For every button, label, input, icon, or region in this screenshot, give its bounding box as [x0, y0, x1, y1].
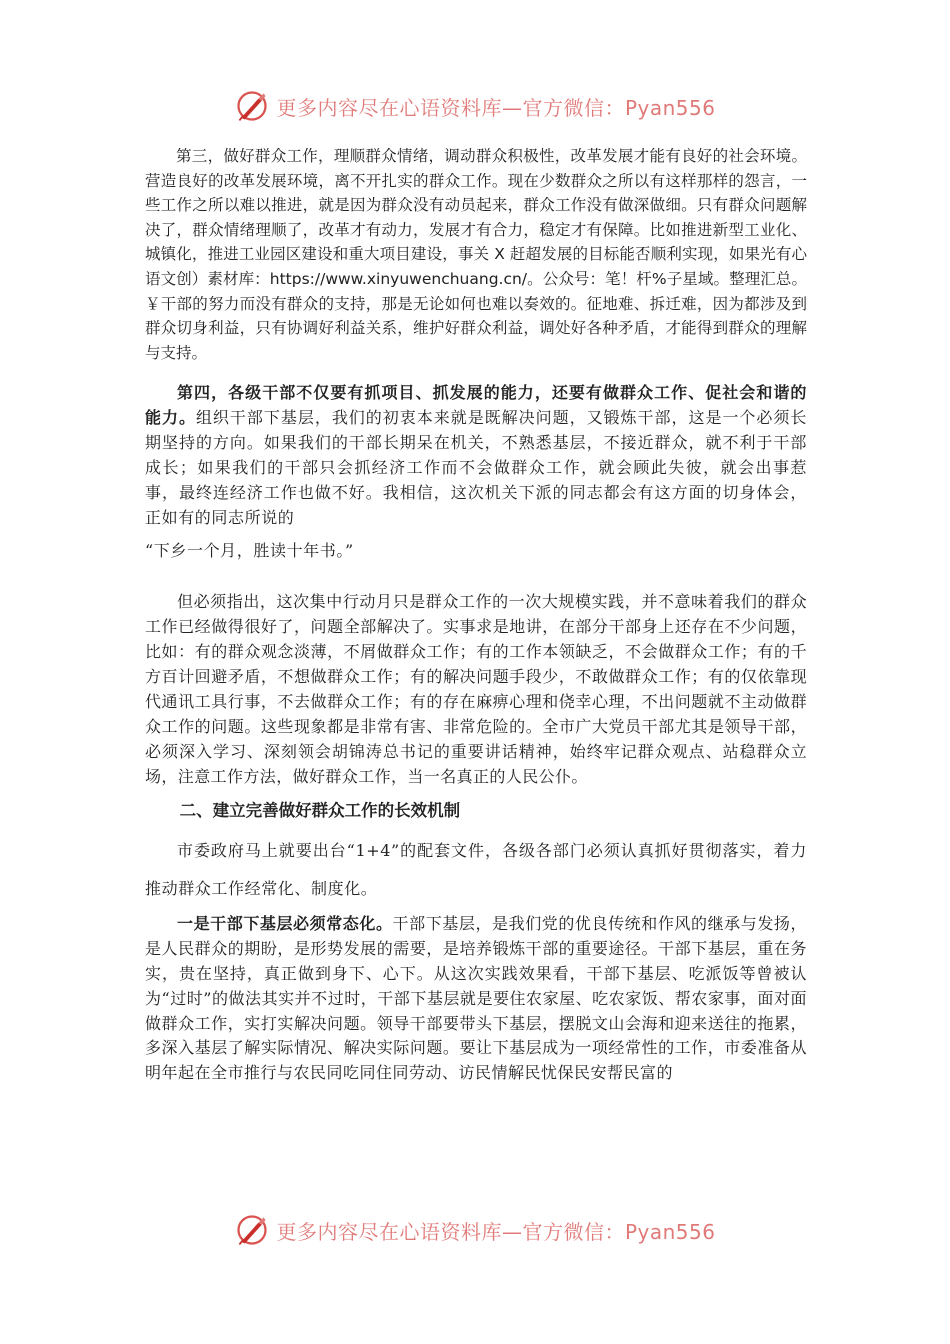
paragraph-first-measure	[145, 912, 807, 1086]
section-heading: 二、建立完善做好群众工作的长效机制	[179, 801, 461, 821]
paragraph-third-point: 第三，做好群众工作，理顺群众情绪，调动群众积极性，改革发展才能有良好的社会环境。营造良好的改革发展环境，离不开扎实的群众工作。现在少数群众之所以有这样那样的怨言，一些工作之所以难以推进，就是因为群众没有动员起来，群众工作没有做深做细。只有群众问题解决了，群众情绪理顺了，改革才有动力，发展才有合力，稳定才有保障。比如推进新型工业化、城镇化，推进工业园区建设和重大项目建设，事关 X 赶超发展的目标能否顺利实现，如果光有心语文创）素材库：https://www.xinyuwenchuang.cn/。公众号：笔！杆%子星域。整理汇总。￥干部的努力而没有群众的支持，那是无论如何也难以奏效的。征地难、拆迁难，因为都涉及到群众切身利益，只有协调好利益关系，维护好群众利益，调处好各种矛盾，才能得到群众的理解与支持。	[145, 147, 807, 362]
watermark-banner-bottom	[0, 1210, 950, 1250]
fountain-pen-logo-icon	[234, 1212, 270, 1248]
paragraph-text: 干部下基层，是我们党的优良传统和作风的继承与发扬，是人民群众的期盼，是形势发展的需要，是培养锻炼干部的重要途径。干部下基层，重在务实，贵在坚持，真正做到身下、心下。从这次实践效果看，干部下基层、吃派饭等曾被认为“过时”的做法其实并不过时，干部	[145, 914, 807, 1008]
quote-line: “下乡一个月，胜读十年书。”	[145, 541, 354, 561]
paragraph-fourth-point	[145, 380, 807, 563]
watermark-text: 更多内容尽在心语资料库—官方微信：Pyan556	[276, 95, 716, 120]
paragraph-lead-bold: 一是干部下基层必须常态化。	[177, 914, 393, 934]
watermark-banner-top	[0, 86, 950, 126]
paragraph-lead-bold: 第四，各级干部不仅要有抓项目、抓发展的能力，还要有做群众工作、促社会和谐的能力。	[145, 383, 807, 428]
document-body	[145, 144, 807, 1086]
paragraph-supporting-documents: 市委政府马上就要出台“1+4”的配套文件，各级各部门必须认真抓好贯彻落实，着力推动群众工作经常化、制度化。	[145, 841, 807, 899]
fountain-pen-logo-icon	[234, 88, 270, 124]
paragraph-problems: 但必须指出，这次集中行动月只是群众工作的一次大规模实践，并不意味着我们的群众工作已经做得很好了，问题全部解决了。实事求是地讲，在部分干部身上还存在不少问题，比如：有的群众观念淡薄，不屑做群众工作；有的工作本领缺乏，不会做群众工作；有的千方百计回避矛盾，不想做群众工作；有的解决问题手段少，不敢做群众工作；有的仅依靠现代通讯工具行事，不去做群众工作；有的存在麻痹心理和侥幸心理，不出问题就不主动做群众工作的问题。这些现象都是非常有害、非常危险的。全市广大党员干部尤其是领导干部，必须深入学习、深刻领会胡锦涛总书记的重要讲话精神，始终牢记群众观点、站稳群众立场，注意工作方法，做好群众工作，当一名真正的人民公仆。	[145, 592, 807, 787]
watermark-text: 更多内容尽在心语资料库—官方微信：Pyan556	[276, 1219, 716, 1244]
paragraph-text: 组织干部下基层，我们的初衷本来就是既解决问题，又锻炼干部，这是一个必须长期坚持的方向。如果我们的干部长期呆在机关，不熟悉基层，不接近群众，就不利于干部成长；如果我们的干部只会抓经济工作而不会做群众工作，就会顾此失彼，就会出事惹事，最终连经济工作也做不好。我相信，这次机关下派的同志都会有这方面的切身体会，正如有的同志所说的	[145, 408, 807, 528]
paragraph-text-continued: 下基层就是要住农家屋、吃农家饭、帮农家事，面对面做群众工作，实打实解决问题。领导干部要带头下基层，摆脱文山会海和迎来送往的拖累，多深入基层了解实际情况、解决实际问题。要让下基层成为一项经常性的工作，市委准备从明年起在全市推行与农民同吃同住同劳动、访民情解民忧保民安帮民富的	[145, 988, 807, 1083]
